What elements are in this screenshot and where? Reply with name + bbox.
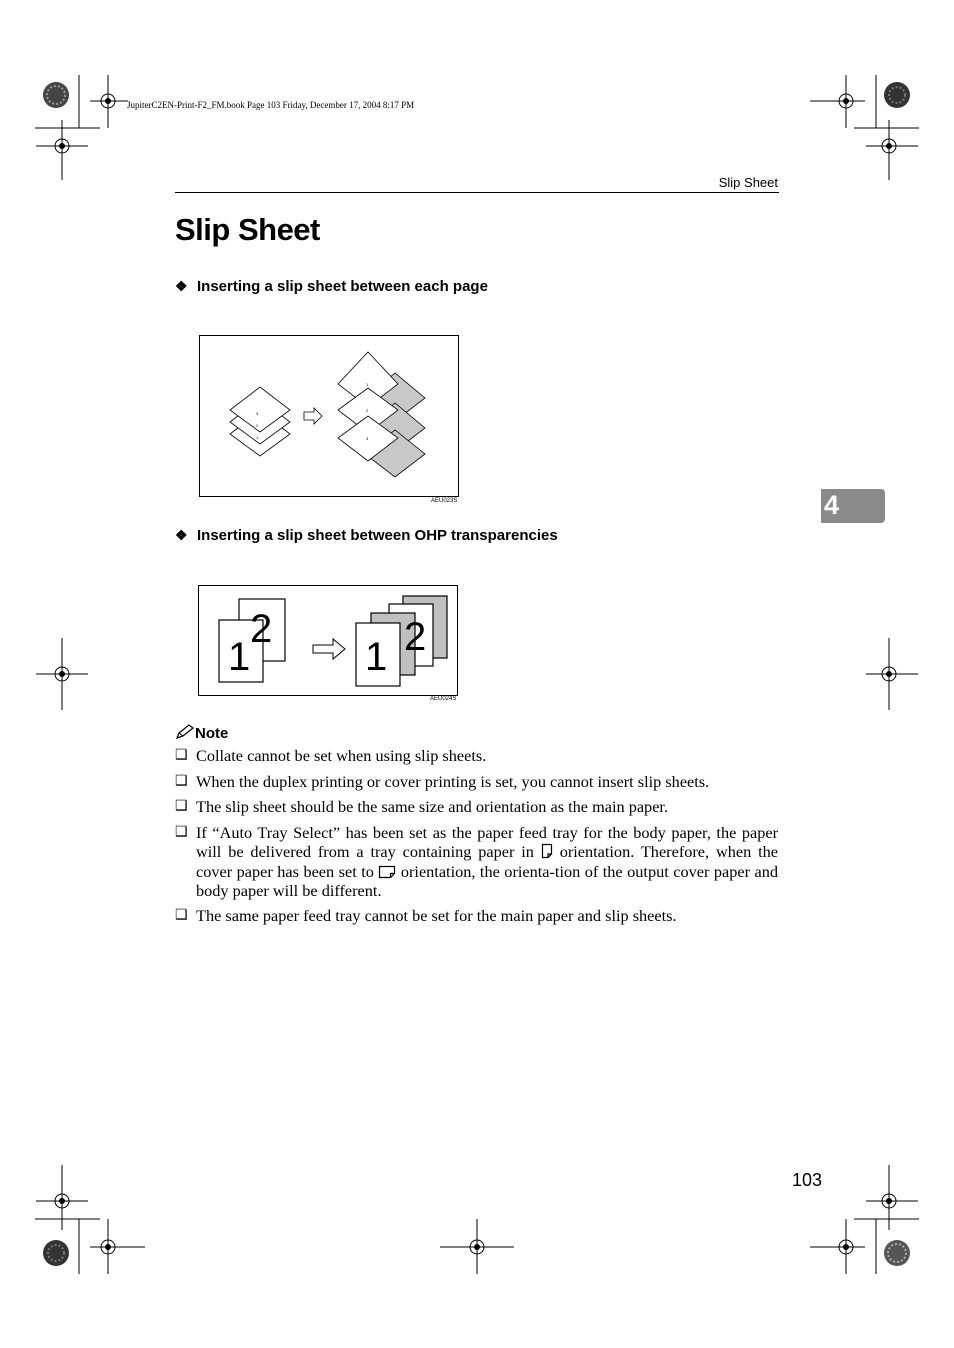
slip-sheet-illustration (200, 336, 458, 496)
page-title: Slip Sheet (175, 212, 320, 247)
svg-text:1: 1 (256, 435, 259, 440)
ohp-page-label: 1 (365, 635, 388, 679)
note-text: Collate cannot be set when using slip sheets. (196, 746, 487, 765)
box-icon: ❑ (175, 825, 188, 841)
diamond-icon: ❖ (175, 278, 188, 294)
header-rule (175, 192, 779, 193)
book-info: JupiterC2EN-Print-F2_FM.book Page 103 Friday, December 17, 2004 8:17 PM (127, 100, 415, 110)
note-item (175, 797, 778, 816)
page-number: 103 (792, 1170, 823, 1190)
note-list (175, 746, 778, 932)
box-icon: ❑ (175, 799, 188, 815)
svg-text:1: 1 (366, 382, 369, 387)
portrait-orientation-icon (541, 843, 553, 859)
note-item (175, 746, 778, 765)
figure-slip-sheet-ohp (198, 585, 458, 696)
svg-text:2: 2 (256, 423, 259, 428)
running-header: Slip Sheet (718, 175, 778, 190)
svg-text:2: 2 (366, 408, 369, 413)
note-item (175, 906, 778, 925)
landscape-orientation-icon (378, 865, 396, 879)
diamond-icon: ❖ (175, 527, 188, 543)
box-icon: ❑ (175, 773, 188, 789)
note-text: When the duplex printing or cover printing is set, you cannot insert slip sheets. (196, 771, 710, 791)
note-item (175, 772, 778, 791)
section-heading-label: Inserting a slip sheet between OHP transparencies (197, 527, 558, 544)
note-text: If “Auto Tray Select” has been set as the paper feed tray for the body paper, the paper will be delivered from a tray containing paper in (196, 823, 778, 862)
chapter-number: 4 (824, 490, 840, 520)
figure-code: AEU024S (430, 696, 457, 702)
note-text: The slip sheet should be the same size and orientation as the main paper. (196, 797, 669, 817)
note-label: Note (195, 725, 229, 742)
pencil-icon (175, 724, 195, 740)
note-text: The same paper feed tray cannot be set for the main paper and slip sheets. (196, 906, 677, 926)
ohp-slip-sheet-illustration (199, 586, 457, 695)
note-text: orientation. Therefore, when the cover paper has been set to (196, 842, 778, 881)
note-heading (175, 724, 228, 742)
figure-slip-sheet-each-page (199, 335, 459, 497)
ohp-page-label: 2 (404, 615, 427, 659)
ohp-page-label: 2 (250, 607, 273, 651)
section-heading-each-page (175, 278, 488, 295)
section-heading-ohp (175, 527, 558, 544)
chapter-tab (821, 489, 885, 523)
box-icon: ❑ (175, 908, 188, 924)
svg-text:3: 3 (366, 436, 369, 441)
note-item (175, 823, 778, 900)
note-text: orientation, the orienta-tion of the output cover paper and body paper will be different. (196, 861, 778, 900)
box-icon: ❑ (175, 748, 188, 763)
section-heading-label: Inserting a slip sheet between each page (197, 278, 488, 295)
svg-text:3: 3 (256, 411, 259, 416)
ohp-page-label: 1 (228, 635, 251, 679)
figure-code: AEU023S (431, 498, 458, 504)
